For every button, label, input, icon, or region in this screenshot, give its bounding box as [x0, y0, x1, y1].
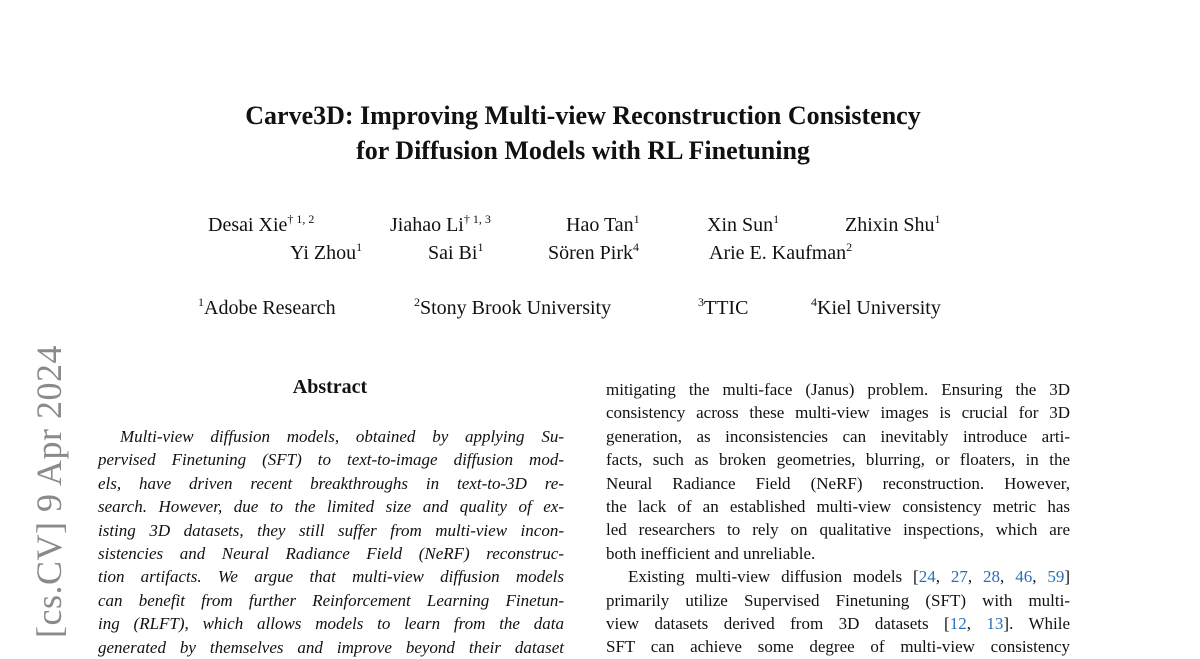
- citation-link[interactable]: 46: [1015, 567, 1033, 587]
- citation-link[interactable]: 24: [918, 567, 936, 587]
- intro-column: [606, 378, 1070, 659]
- author-soren-pirk: Sören Pirk$^4$: [548, 240, 639, 264]
- affiliation-kiel: $^4$Kiel University: [811, 295, 941, 319]
- affiliation-ttic: $^3$TTIC: [698, 295, 749, 319]
- paper-title: [0, 98, 1166, 168]
- author-desai-xie: Desai Xie$^{\dagger 1, 2}$: [208, 212, 315, 236]
- abstract-line: ing (RLFT), which allows models to learn from the data: [98, 614, 564, 634]
- citation-link[interactable]: 59: [1047, 567, 1065, 587]
- citation-link[interactable]: 13: [986, 613, 1004, 633]
- author-zhixin-shu: Zhixin Shu$^1$: [845, 212, 941, 236]
- citation-link[interactable]: 28: [983, 567, 1001, 587]
- abstract-line: sistencies and Neural Radiance Field (NeRF) reconstruc-: [98, 543, 564, 563]
- intro-line: consistency across these multi-view images is crucial for 3D: [606, 403, 1070, 423]
- abstract-body: [98, 425, 564, 659]
- affiliation-stony-brook: $^2$Stony Brook University: [414, 295, 612, 319]
- intro-line: Neural Radiance Field (NeRF) reconstruction. However,: [606, 473, 1070, 493]
- intro-line: generation, as inconsistencies can inevitably introduce arti-: [606, 426, 1070, 446]
- abstract-line: can benefit from further Reinforcement Learning Finetun-: [98, 590, 564, 610]
- abstract-line: Multi-view diffusion models, obtained by applying Su-: [120, 427, 564, 446]
- intro-line-citations: Existing multi-view diffusion models [24, 27, 28, 46, 59]: [628, 567, 1071, 587]
- intro-line: led researchers to rely on qualitative inspections, which are: [606, 520, 1070, 540]
- abstract-line: generated by themselves and improve beyond their dataset: [98, 637, 564, 657]
- abstract-line: isting 3D datasets, they still suffer from multi-view incon-: [98, 520, 564, 540]
- citation-link[interactable]: 12: [949, 613, 967, 633]
- intro-line: mitigating the multi-face (Janus) problem. Ensuring the 3D: [606, 380, 1070, 399]
- arxiv-stamp: [cs.CV] 9 Apr 2024: [29, 345, 69, 638]
- author-arie-kaufman: Arie E. Kaufman$^2$: [709, 240, 853, 264]
- author-sai-bi: Sai Bi$^1$: [428, 240, 484, 264]
- abstract-line: tion artifacts. We argue that multi-view diffusion models: [98, 567, 564, 587]
- abstract-heading: Abstract: [292, 376, 368, 398]
- intro-line-citations: view datasets derived from 3D datasets [12, 13]. While: [606, 613, 1070, 633]
- author-jiahao-li: Jiahao Li$^{\dagger 1, 3}$: [390, 212, 491, 236]
- abstract-line: els, have driven recent breakthroughs in text-to-3D re-: [98, 473, 564, 493]
- intro-line: the lack of an established multi-view consistency metric has: [606, 496, 1070, 516]
- title-line-1: Carve3D: Improving Multi-view Reconstruction Consistency: [245, 101, 921, 130]
- title-line-2: for Diffusion Models with RL Finetuning: [356, 136, 810, 165]
- intro-line: primarily utilize Supervised Finetuning (SFT) with multi-: [606, 590, 1070, 610]
- intro-line: facts, such as broken geometries, blurring, or floaters, in the: [606, 450, 1070, 470]
- affiliation-adobe: $^1$Adobe Research: [198, 295, 336, 319]
- intro-line: both inefficient and unreliable.: [606, 543, 816, 563]
- abstract-line: pervised Finetuning (SFT) to text-to-image diffusion mod-: [98, 450, 564, 470]
- author-hao-tan: Hao Tan$^1$: [566, 212, 640, 236]
- citation-link[interactable]: 27: [950, 567, 968, 587]
- intro-line: SFT can achieve some degree of multi-view consistency: [606, 637, 1070, 657]
- author-yi-zhou: Yi Zhou$^1$: [290, 240, 363, 264]
- author-xin-sun: Xin Sun$^1$: [707, 212, 780, 236]
- abstract-line: search. However, due to the limited size and quality of ex-: [98, 497, 564, 517]
